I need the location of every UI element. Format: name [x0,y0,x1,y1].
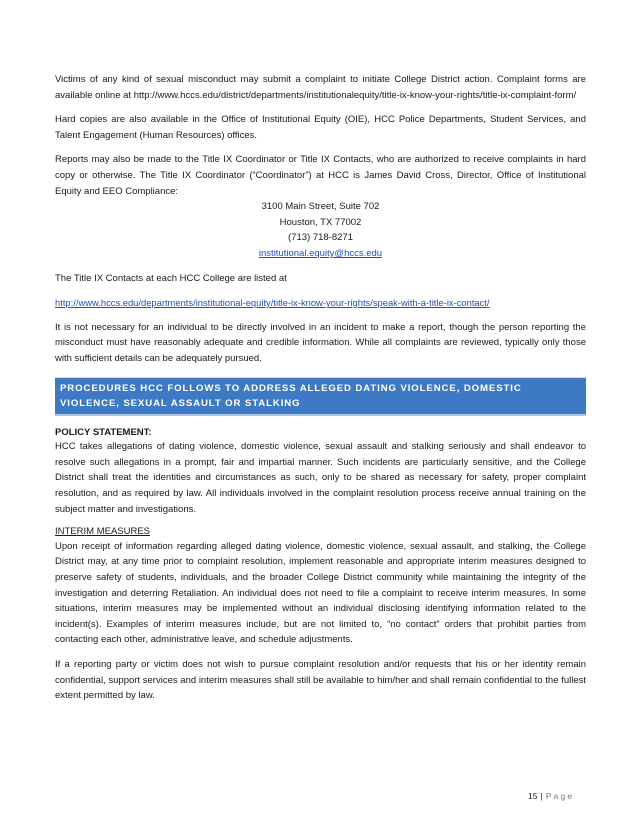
address-phone: (713) 718-8271 [288,232,353,244]
page-label: Page [545,791,575,801]
policy-statement-heading: POLICY STATEMENT: [55,426,152,438]
reporting-requirements-paragraph: It is not necessary for an individual to be directly involved in an incident to make a report, though the person reporting the misconduct must have reasonably adequate and credible information. While all complaints are reviewed, typically only those with sufficient details can be adequately pursued. [55,321,586,364]
interim-measures-paragraph: Upon receipt of information regarding alleged dating violence, domestic violence, sexual assault, and stalking, the College District may, at any time prior to complaint resolution, implement reasonable and appropriate interim measures designed to preserve safety of students, individuals, and the broader College District community while maintaining the integrity of the investigation and deterring Retaliation. An individual does not need to file a complaint to receive interim measures. In some situations, interim measures may be implemented without an individual disclosing identifying information related to the incident(s). Examples of interim measures include, but are not limited to, “no contact” orders that prohibit parties from contacting each other, administrative leave, and schedule adjustments. [55,540,586,646]
coordinator-paragraph: Reports may also be made to the Title IX Coordinator or Title IX Contacts, who are authorized to receive complaints in hard copy or otherwise. The Title IX Coordinator (“Coordinator”) at HCC is James David Cross, Director, Office of Institutional Equity and EEO Compliance: [55,154,586,197]
interim-measures-heading: INTERIM MEASURES [55,526,151,538]
address-city: Houston, TX 77002 [279,216,362,228]
page-footer [528,791,574,801]
footer-separator: | [540,791,543,801]
confidentiality-paragraph: If a reporting party or victim does not wish to pursue complaint resolution and/or requests that his or her identity remain confidential, support services and interim measures shall still be available to him/her and shall remain confidential to the fullest extent permitted by law. [55,659,586,702]
coordinator-email-link[interactable]: institutional.equity@hccs.edu [258,247,383,259]
address-street: 3100 Main Street, Suite 702 [261,201,380,213]
title-ix-contacts-link[interactable]: http://www.hccs.edu/departments/institutional-equity/title-ix-know-your-rights/speak-with-a-title-ix-contact/ [55,297,490,309]
procedures-section-banner: PROCEDURES HCC FOLLOWS TO ADDRESS ALLEGED DATING VIOLENCE, DOMESTIC VIOLENCE, SEXUAL ASSAULT OR STALKING [55,377,586,416]
hard-copies-paragraph: Hard copies are also available in the Office of Institutional Equity (OIE), HCC Police Departments, Student Services, and Talent Engagement (Human Resources) offices. [55,114,586,141]
page-number: 15 [528,791,538,801]
contacts-intro-paragraph: The Title IX Contacts at each HCC College are listed at [55,272,287,284]
document-page [55,72,586,704]
policy-statement-paragraph: HCC takes allegations of dating violence, domestic violence, sexual assault and stalking seriously and shall endeavor to resolve such allegations in a prompt, fair and impartial manner. Such incidents are particularly sensitive, and the College District shall treat the identities and circumstances as such, only to be shared as necessary for safety, proper complaint resolution, and as required by law. All individuals involved in the complaint resolution process receive annual training on the subject matter and investigations. [55,441,586,515]
coordinator-address-block [55,199,586,261]
complaint-intro-paragraph: Victims of any kind of sexual misconduct may submit a complaint to initiate College District action. Complaint forms are available online at http://www.hccs.edu/district/departments/institutionalequity/title-ix-know-your-rights/title-ix-complaint-form/ [55,74,586,101]
